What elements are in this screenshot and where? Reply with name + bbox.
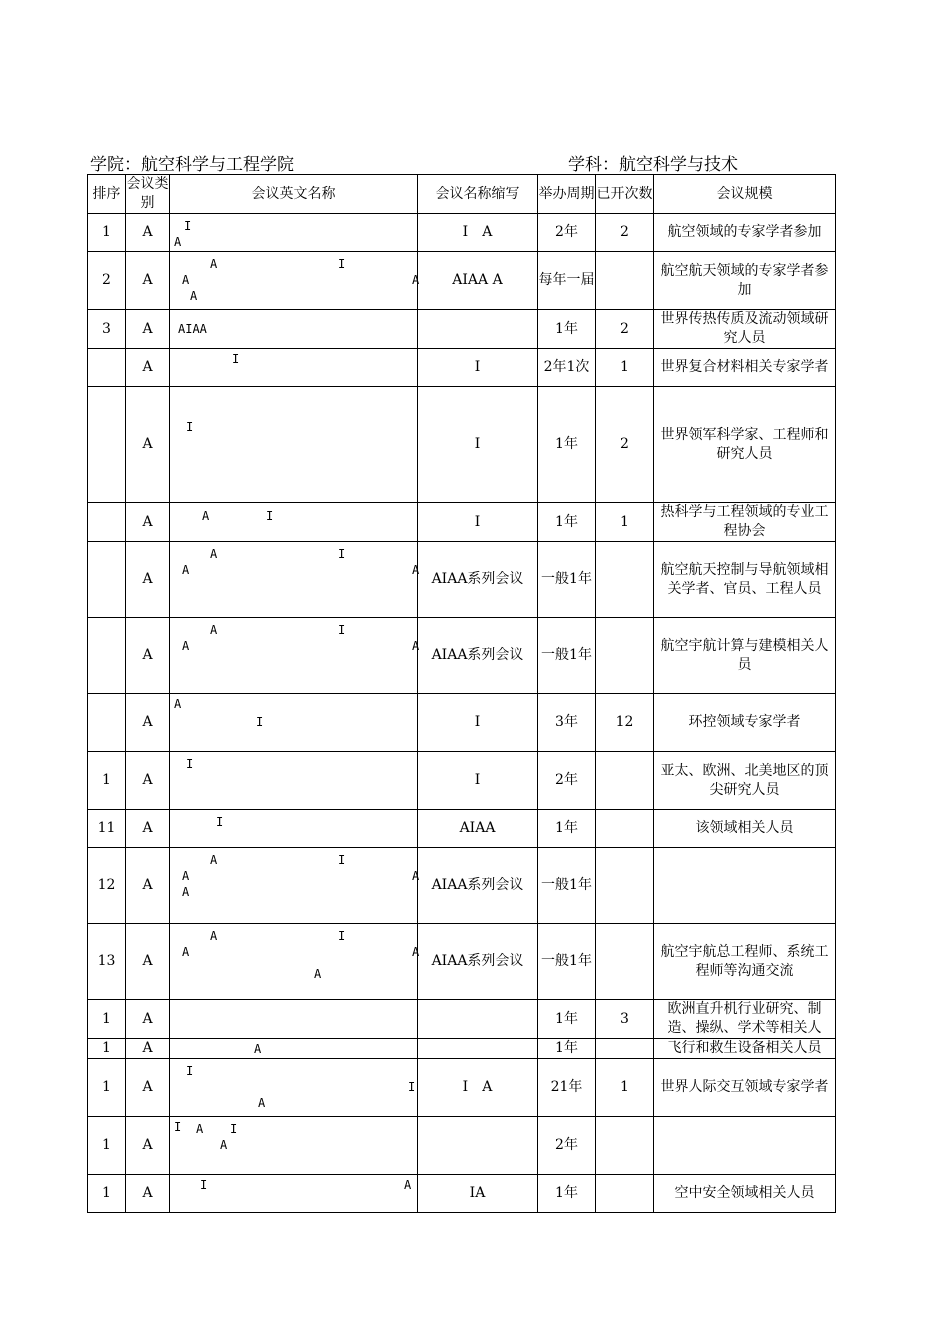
name-glyph: AIAA [178, 321, 207, 336]
abbreviation-cell: I A [418, 214, 538, 252]
period-cell: 3年 [538, 694, 596, 752]
abbreviation-cell: AIAA系列会议 [418, 924, 538, 1000]
col-period-header: 举办周期 [538, 175, 596, 214]
scale-cell: 航空航天控制与导航领域相关学者、官员、工程人员 [654, 542, 836, 618]
name-glyph: I [216, 815, 224, 829]
name-glyph: I [232, 352, 240, 366]
category-cell: A [126, 252, 170, 310]
english-name-glyphs [170, 349, 417, 386]
category-cell: A [126, 752, 170, 810]
category-cell: A [126, 387, 170, 503]
category-cell: A [126, 1117, 170, 1175]
period-cell: 2年 [538, 1117, 596, 1175]
period-cell: 1年 [538, 1175, 596, 1213]
english-name-cell [170, 349, 418, 387]
english-name-cell [170, 618, 418, 694]
rank-cell: 13 [88, 924, 126, 1000]
count-cell: 2 [596, 387, 654, 503]
count-cell [596, 1039, 654, 1059]
category-cell: A [126, 542, 170, 618]
english-name-glyphs [170, 504, 417, 541]
count-cell: 1 [596, 1059, 654, 1117]
table-row [88, 542, 836, 618]
abbreviation-cell: IA [418, 1175, 538, 1213]
count-cell [596, 252, 654, 310]
rank-cell [88, 618, 126, 694]
english-name-cell [170, 503, 418, 542]
scale-cell: 世界传热传质及流动领域研究人员 [654, 310, 836, 349]
scale-cell: 航空航天领域的专家学者参加 [654, 252, 836, 310]
english-name-glyphs [170, 1040, 417, 1057]
english-name-cell [170, 252, 418, 310]
table-row [88, 349, 836, 387]
college-label: 学院：航空科学与工程学院 [90, 155, 294, 175]
name-glyph: I [338, 547, 346, 561]
count-cell [596, 924, 654, 1000]
english-name-glyphs [170, 848, 420, 923]
name-glyph: A [182, 885, 190, 899]
english-name-glyphs [170, 618, 420, 693]
count-cell: 12 [596, 694, 654, 752]
count-cell [596, 1175, 654, 1213]
period-cell: 一般1年 [538, 848, 596, 924]
english-name-cell [170, 1059, 418, 1117]
abbreviation-cell [418, 1117, 538, 1175]
english-name-cell [170, 752, 418, 810]
rank-cell: 3 [88, 310, 126, 349]
english-name-cell [170, 387, 418, 503]
period-cell: 2年 [538, 214, 596, 252]
name-glyph: A [196, 1122, 204, 1136]
abbreviation-cell [418, 1000, 538, 1039]
period-cell: 1年 [538, 1039, 596, 1059]
col-english-name-header: 会议英文名称 [170, 175, 418, 214]
table-row [88, 310, 836, 349]
table-row [88, 1175, 836, 1213]
table-row [88, 752, 836, 810]
name-glyph: A [258, 1096, 266, 1110]
count-cell [596, 848, 654, 924]
name-glyph: I [230, 1122, 238, 1136]
scale-cell: 世界领军科学家、工程师和研究人员 [654, 387, 836, 503]
subject-label: 学科：航空科学与技术 [568, 155, 738, 175]
rank-cell [88, 503, 126, 542]
name-glyph: I [256, 715, 264, 729]
scale-cell: 亚太、欧洲、北美地区的顶尖研究人员 [654, 752, 836, 810]
table-row [88, 252, 836, 310]
scale-cell: 航空领域的专家学者参加 [654, 214, 836, 252]
scale-cell: 空中安全领域相关人员 [654, 1175, 836, 1213]
col-abbreviation-header: 会议名称缩写 [418, 175, 538, 214]
period-cell: 1年 [538, 1000, 596, 1039]
english-name-glyphs [170, 1175, 417, 1212]
scale-cell: 欧洲直升机行业研究、制造、操纵、学术等相关人 [654, 1000, 836, 1039]
name-glyph: A [182, 945, 190, 959]
scale-cell [654, 848, 836, 924]
abbreviation-cell: AIAA A [418, 252, 538, 310]
col-rank-header: 排序 [88, 175, 126, 214]
english-name-cell [170, 810, 418, 848]
name-glyph: I [200, 1178, 208, 1192]
rank-cell [88, 387, 126, 503]
rank-cell: 11 [88, 810, 126, 848]
count-cell [596, 1117, 654, 1175]
name-glyph: A [182, 563, 190, 577]
scale-cell: 热科学与工程领域的专业工程协会 [654, 503, 836, 542]
english-name-glyphs [170, 752, 417, 809]
table-row [88, 618, 836, 694]
name-glyph: A [182, 869, 190, 883]
english-name-cell [170, 1039, 418, 1059]
english-name-cell [170, 1000, 418, 1039]
rank-cell [88, 542, 126, 618]
category-cell: A [126, 503, 170, 542]
count-cell: 2 [596, 310, 654, 349]
count-cell [596, 752, 654, 810]
table-row [88, 848, 836, 924]
english-name-glyphs [170, 387, 417, 502]
name-glyph: I [186, 420, 194, 434]
rank-cell: 1 [88, 1117, 126, 1175]
abbreviation-cell: I [418, 349, 538, 387]
period-cell: 一般1年 [538, 542, 596, 618]
category-cell: A [126, 1175, 170, 1213]
count-cell: 1 [596, 503, 654, 542]
name-glyph: A [220, 1138, 228, 1152]
name-glyph: I [186, 757, 194, 771]
col-scale-header: 会议规模 [654, 175, 836, 214]
category-cell: A [126, 1000, 170, 1039]
abbreviation-cell: AIAA [418, 810, 538, 848]
rank-cell: 12 [88, 848, 126, 924]
name-glyph: A [412, 869, 420, 883]
count-cell: 1 [596, 349, 654, 387]
english-name-glyphs [170, 214, 417, 251]
english-name-cell [170, 694, 418, 752]
abbreviation-cell: AIAA系列会议 [418, 618, 538, 694]
name-glyph: A [254, 1042, 262, 1056]
name-glyph: I [184, 219, 192, 233]
scale-cell: 该领域相关人员 [654, 810, 836, 848]
rank-cell: 1 [88, 1175, 126, 1213]
rank-cell: 1 [88, 752, 126, 810]
name-glyph: I [186, 1064, 194, 1078]
rank-cell [88, 694, 126, 752]
table-row [88, 1117, 836, 1175]
name-glyph: A [412, 945, 420, 959]
table-row [88, 924, 836, 1000]
table-row [88, 1000, 836, 1039]
name-glyph: I [338, 623, 346, 637]
english-name-cell [170, 310, 418, 349]
category-cell: A [126, 349, 170, 387]
name-glyph: I [174, 1120, 182, 1134]
name-glyph: I [266, 508, 274, 523]
period-cell: 1年 [538, 810, 596, 848]
abbreviation-cell: I A [418, 1059, 538, 1117]
name-glyph: A [182, 639, 190, 653]
period-cell: 2年1次 [538, 349, 596, 387]
category-cell: A [126, 1059, 170, 1117]
name-glyph: I [408, 1080, 416, 1094]
abbreviation-cell: I [418, 503, 538, 542]
table-row [88, 810, 836, 848]
name-glyph: A [314, 967, 322, 981]
abbreviation-cell [418, 310, 538, 349]
period-cell: 2年 [538, 752, 596, 810]
category-cell: A [126, 618, 170, 694]
english-name-glyphs [170, 810, 417, 847]
name-glyph: A [412, 639, 420, 653]
count-cell [596, 542, 654, 618]
category-cell: A [126, 1039, 170, 1059]
scale-cell: 世界人际交互领域专家学者 [654, 1059, 836, 1117]
count-cell [596, 810, 654, 848]
name-glyph: A [210, 853, 218, 867]
rank-cell: 1 [88, 1039, 126, 1059]
english-name-glyphs [170, 1117, 417, 1174]
english-name-glyphs [170, 311, 417, 348]
english-name-cell [170, 848, 418, 924]
period-cell: 一般1年 [538, 618, 596, 694]
english-name-glyphs [170, 542, 420, 617]
english-name-glyphs [170, 1059, 417, 1116]
table-row [88, 1039, 836, 1059]
abbreviation-cell [418, 1039, 538, 1059]
category-cell: A [126, 694, 170, 752]
name-glyph: I [338, 929, 346, 943]
name-glyph: A [210, 547, 218, 561]
name-glyph: I [338, 853, 346, 867]
name-glyph: A [174, 697, 182, 711]
english-name-glyphs [170, 252, 420, 309]
col-category-header: 会议类别 [126, 175, 170, 214]
table-row [88, 1059, 836, 1117]
col-count-header: 已开次数 [596, 175, 654, 214]
name-glyph: A [210, 623, 218, 637]
abbreviation-cell: AIAA系列会议 [418, 542, 538, 618]
rank-cell: 1 [88, 1059, 126, 1117]
english-name-glyphs [170, 694, 417, 751]
category-cell: A [126, 848, 170, 924]
period-cell: 1年 [538, 503, 596, 542]
conference-table [87, 174, 836, 1213]
category-cell: A [126, 310, 170, 349]
period-cell: 21年 [538, 1059, 596, 1117]
period-cell: 一般1年 [538, 924, 596, 1000]
category-cell: A [126, 810, 170, 848]
category-cell: A [126, 924, 170, 1000]
name-glyph: A [182, 273, 190, 287]
english-name-cell [170, 542, 418, 618]
english-name-cell [170, 1175, 418, 1213]
scale-cell: 航空宇航总工程师、系统工程师等沟通交流 [654, 924, 836, 1000]
period-cell: 1年 [538, 387, 596, 503]
period-cell: 1年 [538, 310, 596, 349]
period-cell: 每年一届 [538, 252, 596, 310]
abbreviation-cell: AIAA系列会议 [418, 848, 538, 924]
table-row [88, 503, 836, 542]
english-name-cell [170, 924, 418, 1000]
scale-cell: 环控领域专家学者 [654, 694, 836, 752]
abbreviation-cell: I [418, 752, 538, 810]
table-row [88, 214, 836, 252]
table-row [88, 694, 836, 752]
rank-cell: 1 [88, 1000, 126, 1039]
scale-cell: 飞行和救生设备相关人员 [654, 1039, 836, 1059]
category-cell: A [126, 214, 170, 252]
english-name-glyphs [170, 924, 420, 999]
english-name-cell [170, 1117, 418, 1175]
rank-cell [88, 349, 126, 387]
table-header-row [88, 175, 836, 214]
name-glyph: A [210, 257, 218, 271]
name-glyph: A [202, 508, 210, 523]
scale-cell: 航空宇航计算与建模相关人员 [654, 618, 836, 694]
count-cell: 2 [596, 214, 654, 252]
name-glyph: A [412, 273, 420, 287]
scale-cell: 世界复合材料相关专家学者 [654, 349, 836, 387]
count-cell [596, 618, 654, 694]
table-row [88, 387, 836, 503]
english-name-glyphs [170, 1001, 417, 1038]
name-glyph: A [174, 235, 182, 249]
rank-cell: 1 [88, 214, 126, 252]
name-glyph: A [412, 563, 420, 577]
abbreviation-cell: I [418, 387, 538, 503]
scale-cell [654, 1117, 836, 1175]
name-glyph: A [210, 929, 218, 943]
abbreviation-cell: I [418, 694, 538, 752]
english-name-cell [170, 214, 418, 252]
name-glyph: A [190, 289, 198, 303]
rank-cell: 2 [88, 252, 126, 310]
name-glyph: A [404, 1178, 412, 1192]
name-glyph: I [338, 257, 346, 271]
count-cell: 3 [596, 1000, 654, 1039]
